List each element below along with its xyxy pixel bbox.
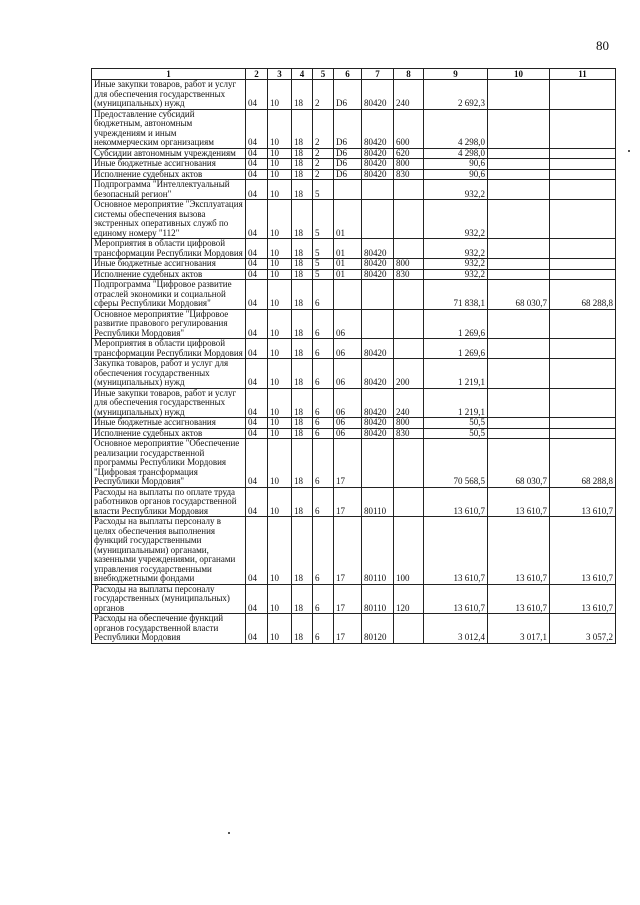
row-name-cell: Исполнение судебных актов <box>92 169 246 180</box>
code-cell: 2 <box>313 80 334 110</box>
amount-cell <box>488 269 550 280</box>
code-cell: 18 <box>292 339 313 359</box>
row-name-cell: Расходы на обеспечение функций органов государственной власти Республики Мордовия <box>92 614 246 644</box>
code-cell: 2 <box>313 148 334 159</box>
budget-table <box>91 68 616 644</box>
amount-cell: 932,2 <box>424 180 488 200</box>
code-cell: 01 <box>334 259 362 270</box>
code-cell: 2 <box>313 109 334 148</box>
column-header: 8 <box>394 69 424 80</box>
code-cell: 04 <box>246 239 268 259</box>
amount-cell: 932,2 <box>424 200 488 239</box>
code-cell: 620 <box>394 148 424 159</box>
code-cell <box>362 180 394 200</box>
code-cell: 80110 <box>362 584 394 614</box>
code-cell: 18 <box>292 614 313 644</box>
code-cell: 18 <box>292 180 313 200</box>
code-cell: 6 <box>313 428 334 439</box>
code-cell: 80420 <box>362 259 394 270</box>
amount-cell <box>488 309 550 339</box>
code-cell: 04 <box>246 269 268 280</box>
row-name-cell: Закупка товаров, работ и услуг для обеспечения государственных (муниципальных) нужд <box>92 359 246 389</box>
code-cell: 80420 <box>362 388 394 418</box>
code-cell <box>362 309 394 339</box>
table-row <box>92 517 616 585</box>
column-header: 6 <box>334 69 362 80</box>
amount-cell: 932,2 <box>424 239 488 259</box>
amount-cell: 50,5 <box>424 428 488 439</box>
code-cell: 18 <box>292 428 313 439</box>
row-name-cell: Мероприятия в области цифровой трансформации Республики Мордовия <box>92 339 246 359</box>
amount-cell: 4 298,0 <box>424 148 488 159</box>
code-cell: 10 <box>268 148 292 159</box>
code-cell: 800 <box>394 159 424 170</box>
code-cell: 04 <box>246 200 268 239</box>
code-cell: 6 <box>313 339 334 359</box>
column-header: 11 <box>550 69 616 80</box>
code-cell <box>394 239 424 259</box>
code-cell: 10 <box>268 200 292 239</box>
code-cell: 01 <box>334 200 362 239</box>
code-cell: 18 <box>292 159 313 170</box>
code-cell: 80420 <box>362 239 394 259</box>
amount-cell: 68 030,7 <box>488 280 550 310</box>
row-name-cell: Основное мероприятие "Обеспечение реализации государственной программы Республики Мордовия "Цифровая трансформация Республики Мордовия" <box>92 439 246 488</box>
code-cell: 200 <box>394 359 424 389</box>
code-cell: 06 <box>334 359 362 389</box>
amount-cell <box>488 239 550 259</box>
code-cell: 04 <box>246 169 268 180</box>
code-cell: 18 <box>292 439 313 488</box>
table-row <box>92 280 616 310</box>
code-cell: D6 <box>334 109 362 148</box>
amount-cell <box>550 180 616 200</box>
code-cell: 18 <box>292 269 313 280</box>
scan-speck <box>228 832 230 834</box>
column-header: 7 <box>362 69 394 80</box>
code-cell: 17 <box>334 517 362 585</box>
code-cell: 80420 <box>362 359 394 389</box>
code-cell: 04 <box>246 109 268 148</box>
code-cell: 80420 <box>362 169 394 180</box>
code-cell <box>394 439 424 488</box>
code-cell <box>394 487 424 517</box>
table-row <box>92 169 616 180</box>
amount-cell <box>488 339 550 359</box>
column-header: 4 <box>292 69 313 80</box>
code-cell: 2 <box>313 159 334 170</box>
code-cell: 01 <box>334 269 362 280</box>
code-cell: 18 <box>292 169 313 180</box>
table-row <box>92 80 616 110</box>
amount-cell: 13 610,7 <box>550 517 616 585</box>
code-cell: 04 <box>246 259 268 270</box>
row-name-cell: Основное мероприятие "Эксплуатация системы обеспечения вызова экстренных оперативных служб по единому номеру "112" <box>92 200 246 239</box>
code-cell: 18 <box>292 148 313 159</box>
row-name-cell: Расходы на выплаты персоналу государственных (муниципальных) органов <box>92 584 246 614</box>
code-cell: 18 <box>292 200 313 239</box>
code-cell: 6 <box>313 584 334 614</box>
code-cell: 830 <box>394 428 424 439</box>
code-cell: 10 <box>268 80 292 110</box>
code-cell: 5 <box>313 180 334 200</box>
code-cell: 120 <box>394 584 424 614</box>
amount-cell: 50,5 <box>424 418 488 429</box>
code-cell: 04 <box>246 280 268 310</box>
amount-cell <box>488 169 550 180</box>
code-cell: 10 <box>268 309 292 339</box>
code-cell: 6 <box>313 487 334 517</box>
code-cell: 04 <box>246 359 268 389</box>
code-cell <box>362 280 394 310</box>
code-cell: 80420 <box>362 269 394 280</box>
table-row <box>92 428 616 439</box>
table-row <box>92 148 616 159</box>
amount-cell <box>550 169 616 180</box>
code-cell: 80420 <box>362 148 394 159</box>
code-cell: D6 <box>334 148 362 159</box>
amount-cell: 1 269,6 <box>424 309 488 339</box>
amount-cell <box>488 418 550 429</box>
amount-cell: 3 017,1 <box>488 614 550 644</box>
amount-cell: 90,6 <box>424 169 488 180</box>
code-cell: 04 <box>246 517 268 585</box>
amount-cell <box>488 148 550 159</box>
code-cell <box>362 200 394 239</box>
amount-cell: 4 298,0 <box>424 109 488 148</box>
code-cell: 18 <box>292 517 313 585</box>
code-cell: 10 <box>268 159 292 170</box>
row-name-cell: Субсидии автономным учреждениям <box>92 148 246 159</box>
table-row <box>92 200 616 239</box>
code-cell: 80420 <box>362 109 394 148</box>
code-cell: 800 <box>394 418 424 429</box>
amount-cell: 13 610,7 <box>550 584 616 614</box>
amount-cell: 70 568,5 <box>424 439 488 488</box>
amount-cell <box>550 418 616 429</box>
code-cell: 80110 <box>362 517 394 585</box>
code-cell: 830 <box>394 169 424 180</box>
amount-cell: 13 610,7 <box>488 517 550 585</box>
code-cell: 04 <box>246 439 268 488</box>
amount-cell: 1 269,6 <box>424 339 488 359</box>
code-cell: 06 <box>334 428 362 439</box>
code-cell: 01 <box>334 239 362 259</box>
amount-cell <box>550 159 616 170</box>
row-name-cell: Мероприятия в области цифровой трансформации Республики Мордовия <box>92 239 246 259</box>
code-cell <box>394 309 424 339</box>
column-header: 3 <box>268 69 292 80</box>
code-cell: 10 <box>268 388 292 418</box>
amount-cell: 71 838,1 <box>424 280 488 310</box>
row-name-cell: Исполнение судебных актов <box>92 428 246 439</box>
code-cell: 5 <box>313 269 334 280</box>
amount-cell <box>550 428 616 439</box>
table-row <box>92 439 616 488</box>
code-cell: 10 <box>268 280 292 310</box>
code-cell: 100 <box>394 517 424 585</box>
amount-cell <box>550 80 616 110</box>
amount-cell: 3 057,2 <box>550 614 616 644</box>
code-cell: 80420 <box>362 159 394 170</box>
code-cell: 10 <box>268 517 292 585</box>
code-cell: 18 <box>292 388 313 418</box>
code-cell <box>362 439 394 488</box>
code-cell: 18 <box>292 280 313 310</box>
table-row <box>92 614 616 644</box>
code-cell: 10 <box>268 269 292 280</box>
code-cell: 04 <box>246 584 268 614</box>
code-cell <box>394 614 424 644</box>
code-cell <box>334 180 362 200</box>
amount-cell: 13 610,7 <box>550 487 616 517</box>
code-cell: 80420 <box>362 80 394 110</box>
code-cell: 6 <box>313 388 334 418</box>
amount-cell <box>550 148 616 159</box>
code-cell: 04 <box>246 487 268 517</box>
code-cell: 04 <box>246 80 268 110</box>
column-header: 10 <box>488 69 550 80</box>
amount-cell <box>488 159 550 170</box>
amount-cell <box>488 388 550 418</box>
code-cell: 5 <box>313 259 334 270</box>
amount-cell <box>488 80 550 110</box>
code-cell: 10 <box>268 180 292 200</box>
row-name-cell: Иные закупки товаров, работ и услуг для обеспечения государственных (муниципальных) нужд <box>92 80 246 110</box>
table-body <box>92 80 616 644</box>
code-cell: 10 <box>268 169 292 180</box>
amount-cell: 1 219,1 <box>424 388 488 418</box>
code-cell: 800 <box>394 259 424 270</box>
code-cell: 80420 <box>362 418 394 429</box>
code-cell: 10 <box>268 239 292 259</box>
code-cell: 240 <box>394 80 424 110</box>
code-cell: 04 <box>246 180 268 200</box>
code-cell: 17 <box>334 439 362 488</box>
row-name-cell: Иные бюджетные ассигнования <box>92 418 246 429</box>
column-header: 1 <box>92 69 246 80</box>
row-name-cell: Расходы на выплаты по оплате труда работников органов государственной власти Республики Мордовия <box>92 487 246 517</box>
code-cell: 18 <box>292 80 313 110</box>
amount-cell <box>488 359 550 389</box>
code-cell: 10 <box>268 428 292 439</box>
table-row <box>92 418 616 429</box>
code-cell: 6 <box>313 280 334 310</box>
column-header: 5 <box>313 69 334 80</box>
code-cell: 10 <box>268 584 292 614</box>
amount-cell: 3 012,4 <box>424 614 488 644</box>
amount-cell <box>550 259 616 270</box>
amount-cell <box>550 359 616 389</box>
amount-cell <box>488 259 550 270</box>
code-cell: 10 <box>268 487 292 517</box>
code-cell: 04 <box>246 339 268 359</box>
amount-cell <box>550 269 616 280</box>
code-cell <box>394 200 424 239</box>
table-row <box>92 359 616 389</box>
row-name-cell: Основное мероприятие "Цифровое развитие правового регулирования Республики Мордовия" <box>92 309 246 339</box>
table-row <box>92 309 616 339</box>
column-header: 2 <box>246 69 268 80</box>
column-header: 9 <box>424 69 488 80</box>
code-cell: 10 <box>268 339 292 359</box>
code-cell: 6 <box>313 614 334 644</box>
code-cell: 2 <box>313 169 334 180</box>
amount-cell <box>488 200 550 239</box>
row-name-cell: Подпрограмма "Интеллектуальный безопасный регион" <box>92 180 246 200</box>
code-cell: 5 <box>313 200 334 239</box>
code-cell: 10 <box>268 418 292 429</box>
code-cell: 6 <box>313 439 334 488</box>
table-row <box>92 159 616 170</box>
table-header-row <box>92 69 616 80</box>
scan-speck <box>628 150 630 152</box>
code-cell <box>394 339 424 359</box>
row-name-cell: Исполнение судебных актов <box>92 269 246 280</box>
table-row <box>92 487 616 517</box>
table-row <box>92 180 616 200</box>
table-row <box>92 339 616 359</box>
code-cell: 18 <box>292 239 313 259</box>
code-cell: 240 <box>394 388 424 418</box>
amount-cell <box>550 309 616 339</box>
code-cell: 18 <box>292 584 313 614</box>
code-cell: 80110 <box>362 487 394 517</box>
table-row <box>92 269 616 280</box>
amount-cell <box>488 428 550 439</box>
row-name-cell: Иные бюджетные ассигнования <box>92 259 246 270</box>
code-cell: 04 <box>246 388 268 418</box>
table-row <box>92 239 616 259</box>
code-cell: 80420 <box>362 428 394 439</box>
amount-cell: 13 610,7 <box>424 584 488 614</box>
row-name-cell: Иные бюджетные ассигнования <box>92 159 246 170</box>
amount-cell: 68 030,7 <box>488 439 550 488</box>
code-cell: 80120 <box>362 614 394 644</box>
amount-cell: 932,2 <box>424 259 488 270</box>
amount-cell: 90,6 <box>424 159 488 170</box>
code-cell: 10 <box>268 109 292 148</box>
amount-cell <box>550 200 616 239</box>
code-cell: 04 <box>246 309 268 339</box>
code-cell: D6 <box>334 159 362 170</box>
code-cell: 04 <box>246 428 268 439</box>
amount-cell <box>550 109 616 148</box>
code-cell: 04 <box>246 614 268 644</box>
row-name-cell: Иные закупки товаров, работ и услуг для обеспечения государственных (муниципальных) нужд <box>92 388 246 418</box>
amount-cell: 2 692,3 <box>424 80 488 110</box>
amount-cell <box>550 388 616 418</box>
table-row <box>92 388 616 418</box>
code-cell: 04 <box>246 418 268 429</box>
code-cell: 04 <box>246 148 268 159</box>
amount-cell <box>488 180 550 200</box>
code-cell: 06 <box>334 309 362 339</box>
code-cell: 5 <box>313 239 334 259</box>
code-cell: 17 <box>334 614 362 644</box>
code-cell: 18 <box>292 418 313 429</box>
amount-cell <box>488 109 550 148</box>
code-cell: D6 <box>334 169 362 180</box>
table-row <box>92 109 616 148</box>
amount-cell: 13 610,7 <box>488 584 550 614</box>
amount-cell: 932,2 <box>424 269 488 280</box>
code-cell: 17 <box>334 584 362 614</box>
amount-cell: 13 610,7 <box>424 517 488 585</box>
code-cell: 06 <box>334 339 362 359</box>
code-cell: 04 <box>246 159 268 170</box>
code-cell: 80420 <box>362 339 394 359</box>
code-cell <box>394 280 424 310</box>
row-name-cell: Предоставление субсидий бюджетным, автономным учреждениям и иным некоммерческим организациям <box>92 109 246 148</box>
page-number: 80 <box>596 38 609 53</box>
amount-cell: 13 610,7 <box>424 487 488 517</box>
code-cell <box>334 280 362 310</box>
amount-cell <box>550 339 616 359</box>
code-cell: 600 <box>394 109 424 148</box>
code-cell: 10 <box>268 439 292 488</box>
code-cell: 17 <box>334 487 362 517</box>
row-name-cell: Расходы на выплаты персоналу в целях обеспечения выполнения функций государственными (муниципальными) органами, казенными учреждениями, органами управления государственными внебюджетными фондами <box>92 517 246 585</box>
code-cell <box>394 180 424 200</box>
code-cell: 10 <box>268 614 292 644</box>
row-name-cell: Подпрограмма "Цифровое развитие отраслей экономики и социальной сферы Республики Мордовия" <box>92 280 246 310</box>
table-row <box>92 584 616 614</box>
code-cell: 06 <box>334 388 362 418</box>
table-row <box>92 259 616 270</box>
code-cell: 6 <box>313 309 334 339</box>
amount-cell: 13 610,7 <box>488 487 550 517</box>
code-cell: 10 <box>268 259 292 270</box>
code-cell: 18 <box>292 259 313 270</box>
code-cell: 06 <box>334 418 362 429</box>
code-cell: 18 <box>292 359 313 389</box>
code-cell: D6 <box>334 80 362 110</box>
code-cell: 18 <box>292 487 313 517</box>
code-cell: 6 <box>313 418 334 429</box>
code-cell: 10 <box>268 359 292 389</box>
amount-cell: 1 219,1 <box>424 359 488 389</box>
code-cell: 18 <box>292 309 313 339</box>
amount-cell: 68 288,8 <box>550 439 616 488</box>
amount-cell: 68 288,8 <box>550 280 616 310</box>
code-cell: 6 <box>313 359 334 389</box>
code-cell: 830 <box>394 269 424 280</box>
code-cell: 6 <box>313 517 334 585</box>
amount-cell <box>550 239 616 259</box>
code-cell: 18 <box>292 109 313 148</box>
